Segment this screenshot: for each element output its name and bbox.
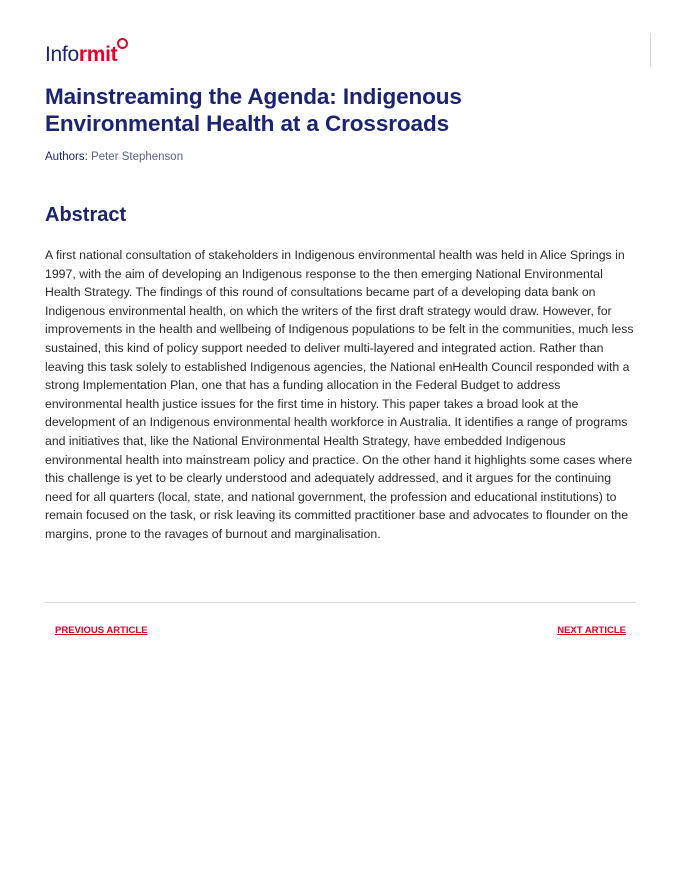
next-article-link[interactable]: NEXT ARTICLE	[557, 625, 626, 636]
abstract-text: A first national consultation of stakeholders in Indigenous environmental health was held in Alice Springs in 1997, with the aim of developing an Indigenous response to the then emerging National Environmental Health Strategy. The findings of this round of consultations became part of a developing data bank on Indigenous environmental health, on which the writers of the first draft strategy would draw. However, for improvements in the health and wellbeing of Indigenous populations to be felt in the communities, much less sustained, this kind of policy support needed to deliver multi-layered and integrated action. Rather than leaving this task solely to established Indigenous agencies, the National enHealth Council responded with a strong Implementation Plan, one that has a funding allocation in the Federal Budget to address environmental health justice issues for the first time in history. This paper takes a broad look at the development of an Indigenous environmental health workforce in Australia. It identifies a range of programs and initiatives that, like the National Environmental Health Strategy, have embedded Indigenous environmental health into mainstream policy and practice. On the other hand it highlights some cases where this challenge is yet to be clearly understood and adequately addressed, and it argues for the continuing need for all quarters (local, state, and national government, the profession and educational institutions) to remain focused on the task, or risk leaving its committed practitioner base and advocates to flounder on the margins, prone to the ravages of burnout and marginalisation.	[45, 248, 634, 541]
author-name[interactable]: Peter Stephenson	[91, 151, 184, 163]
informit-logo[interactable]	[45, 38, 128, 65]
section-divider	[45, 602, 636, 603]
logo-text-rmit: rmit	[78, 43, 118, 66]
previous-article-link[interactable]: PREVIOUS ARTICLE	[55, 625, 148, 636]
header-edge-divider	[650, 33, 651, 67]
authors-line	[45, 151, 183, 163]
article-title: Mainstreaming the Agenda: Indigenous Environmental Health at a Crossroads	[45, 84, 462, 136]
logo-text-info: Info	[45, 43, 79, 66]
authors-label: Authors:	[45, 151, 88, 163]
abstract-heading: Abstract	[45, 204, 127, 226]
logo-ring-icon	[117, 38, 128, 49]
